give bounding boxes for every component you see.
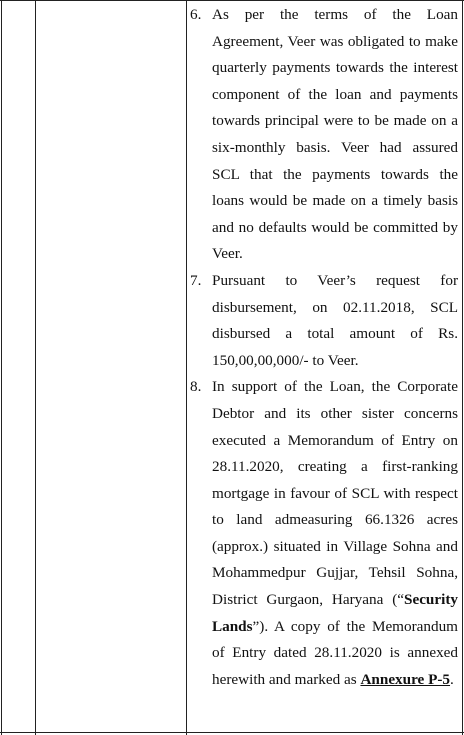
- paragraph-text: As per the terms of the Loan Agreement, Veer was obligated to make quarterly payments towards the interest component of the loan and payments towards principal were to be made on a six-monthly basis. Veer had assured SCL that the payments towards the loans would be made on a timely basis and no defaults would be committed by Veer.: [212, 6, 458, 263]
- paragraph-number: 8.: [190, 378, 202, 396]
- table-column-divider-1: [35, 0, 36, 735]
- numbered-paragraphs: [190, 2, 458, 693]
- table-column-divider-2: [186, 0, 187, 735]
- paragraph-text: Pursuant to Veer’s request for disbursement, on 02.11.2018, SCL disbursed a total amount of Rs. 150,00,00,000/- to Veer.: [212, 271, 458, 369]
- paragraph-text-end: .: [450, 670, 454, 688]
- paragraph-text-part: ”). A copy of the Memorandum of Entry dated 28.11.2020 is annexed herewith and marked as: [212, 617, 458, 688]
- paragraph-text: [212, 374, 458, 693]
- defined-term-security-lands: Security Lands: [212, 591, 458, 635]
- paragraph-text-part: In support of the Loan, the Corporate Debtor and its other sister concerns executed a Memorandum of Entry on 28.11.2020, creating a first-ranking mortgage in favour of SCL with respect to land admeasuring 66.1326 acres (approx.) situated in Village Sohna and Mohammedpur Gujjar, Tehsil Sohna, District Gurgaon, Haryana (“: [212, 378, 458, 609]
- table-right-border: [462, 0, 463, 735]
- table-top-border: [0, 0, 464, 1]
- table-bottom-border: [0, 732, 464, 733]
- paragraph-number: 7.: [190, 271, 202, 289]
- paragraph-6: [190, 2, 458, 268]
- paragraph-8: [190, 374, 458, 693]
- paragraph-7: [190, 268, 458, 374]
- paragraph-number: 6.: [190, 6, 202, 23]
- annexure-reference: Annexure P-5: [360, 670, 451, 688]
- table-left-border: [1, 0, 2, 735]
